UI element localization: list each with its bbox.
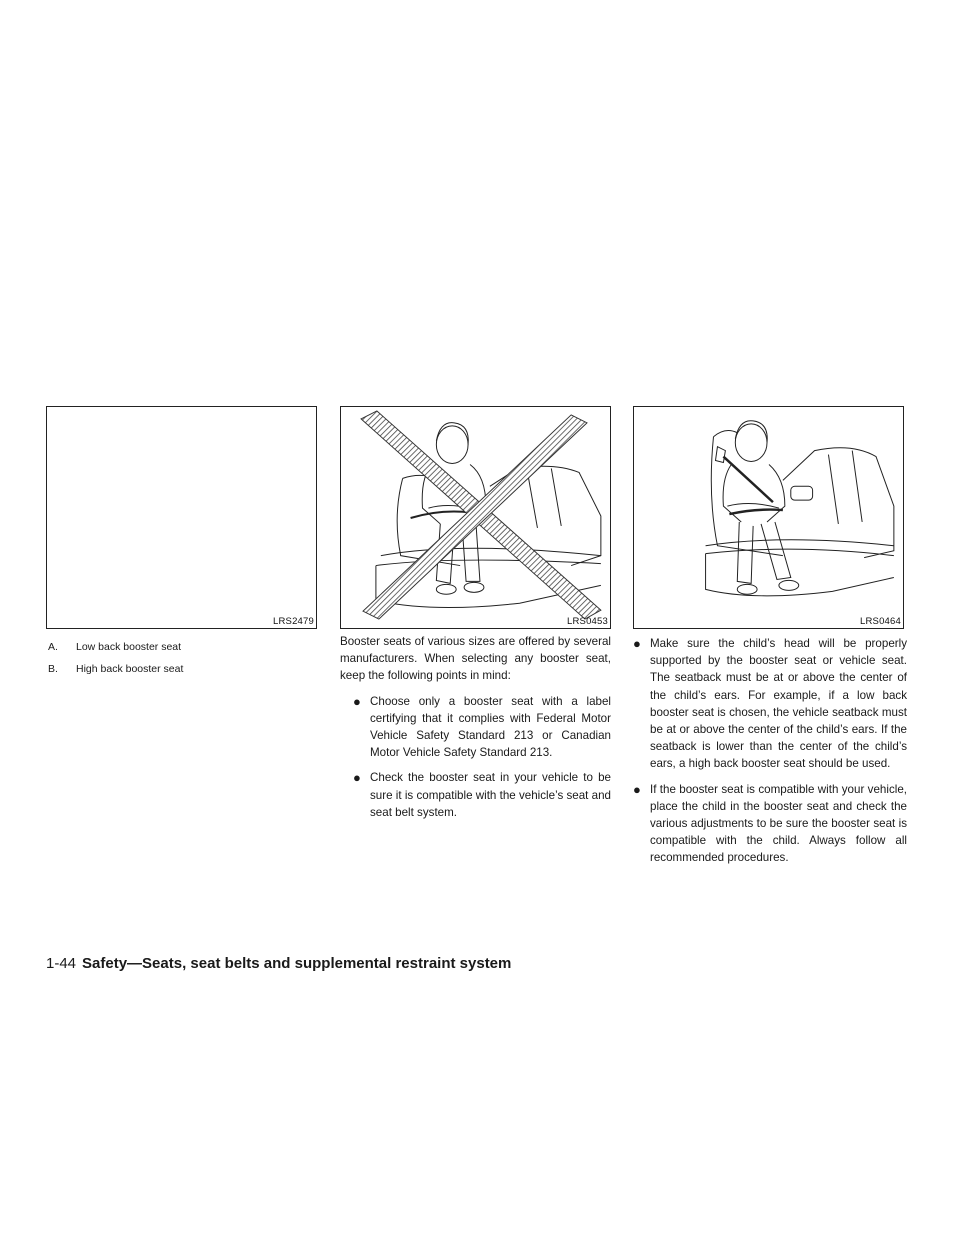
child-seat-illustration-crossed: [341, 407, 610, 628]
section-title: Safety—Seats, seat belts and supplemental restraint system: [82, 955, 512, 972]
bullet-icon: ●: [633, 636, 641, 651]
figure-incorrect-belt-use: [340, 406, 611, 629]
bullet-item: [633, 781, 907, 867]
intro-paragraph: Booster seats of various sizes are offered by several manufacturers. When selecting any booster seat, keep the following points in mind:: [340, 635, 611, 683]
bullet-icon: ●: [353, 693, 361, 709]
page-footer: [46, 955, 511, 972]
bullet-item: [340, 693, 611, 762]
text-column-middle: [340, 633, 611, 821]
bullet-text: If the booster seat is compatible with your vehicle, place the child in the booster seat and check the various adjustments to be sure the booster seat is compatible with the child. Always follow all recommended procedures.: [650, 782, 907, 865]
figure-code: LRS2479: [272, 616, 314, 627]
figure-booster-seat-types: [46, 406, 317, 629]
caption-key: B.: [48, 663, 58, 675]
bullet-item: [340, 769, 611, 821]
caption-text: Low back booster seat: [76, 641, 182, 653]
figure-code: LRS0453: [566, 616, 608, 627]
figure-correct-belt-use: [633, 406, 904, 629]
bullet-item: [633, 635, 907, 773]
bullet-text: Choose only a booster seat with a label certifying that it complies with Federal Motor Vehicle Safety Standard 213 or Canadian Motor Vehicle Safety Standard 213.: [370, 694, 611, 760]
figure-caption-list: [46, 638, 316, 682]
caption-item: [46, 638, 316, 656]
bullet-text: Make sure the child’s head will be properly supported by the booster seat or vehicle seat. The seatback must be at or above the center of the child’s ears. For example, if a low back booster seat is chosen, the vehicle seatback must be at or above the center of the child’s ears. If the seatback is lower than the center of the child’s ears, a high back booster seat should be used.: [650, 637, 907, 771]
bullet-icon: ●: [633, 781, 641, 797]
caption-text: High back booster seat: [76, 663, 184, 675]
figure-code: LRS0464: [859, 616, 901, 627]
bullet-text: Check the booster seat in your vehicle to be sure it is compatible with the vehicle’s seat and seat belt system.: [370, 771, 611, 819]
bullet-icon: ●: [353, 770, 361, 786]
caption-key: A.: [48, 641, 58, 653]
caption-item: [46, 660, 316, 678]
page-number: 1-44: [46, 955, 77, 972]
child-seat-illustration-correct: [634, 407, 903, 628]
text-column-right: [633, 633, 907, 867]
